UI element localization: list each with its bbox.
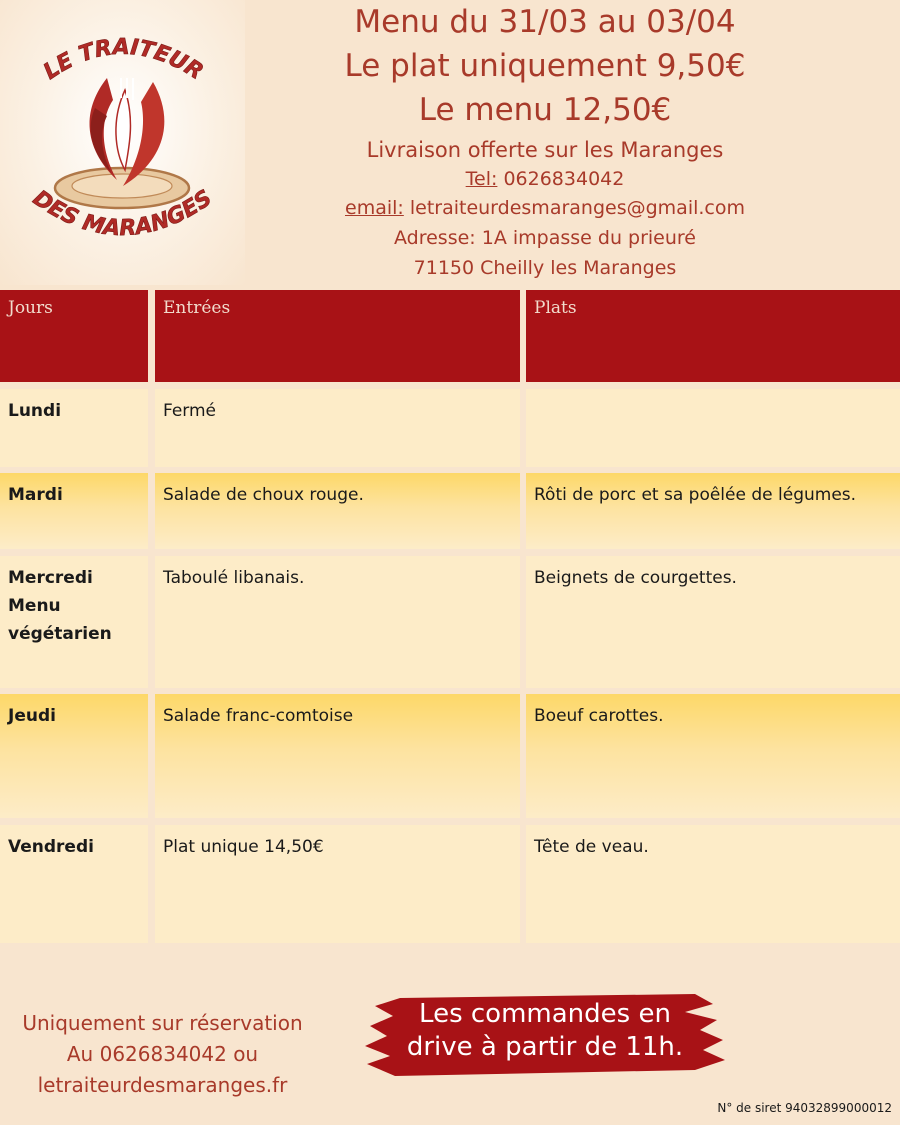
day-cell: Lundi <box>0 389 148 467</box>
header <box>245 0 845 290</box>
email-line <box>245 197 845 219</box>
banner-line-1: Les commandes en <box>419 999 671 1029</box>
header-entrees: Entrées <box>155 290 520 382</box>
entree-cell: Salade franc-comtoise <box>155 694 520 818</box>
day-line: végétarien <box>8 624 112 644</box>
day-cell: Vendredi <box>0 825 148 943</box>
day-cell: Mardi <box>0 473 148 549</box>
plat-cell <box>526 389 900 467</box>
table-row <box>0 825 900 943</box>
reservation-info <box>10 1008 315 1101</box>
city: 71150 Cheilly les Maranges <box>413 257 677 279</box>
siret-number: N° de siret 94032899000012 <box>717 1101 892 1115</box>
table-header-row <box>0 290 900 382</box>
delivery-info: Livraison offerte sur les Maranges <box>366 138 724 162</box>
entree-cell: Plat unique 14,50€ <box>155 825 520 943</box>
day-cell <box>0 556 148 688</box>
menu-price: Le menu 12,50€ <box>418 92 672 128</box>
table-row <box>0 389 900 467</box>
email-label: email: <box>345 197 404 219</box>
traiteur-logo-icon <box>15 20 230 265</box>
address: Adresse: 1A impasse du prieuré <box>394 227 696 249</box>
reservation-phone[interactable]: Au 0626834042 ou <box>66 1042 259 1066</box>
logo <box>0 0 245 285</box>
table-row <box>0 473 900 549</box>
svg-text:DES MARANGES: DES MARANGES <box>28 185 217 242</box>
plat-price: Le plat uniquement 9,50€ <box>344 48 746 84</box>
day-line: Mercredi <box>8 568 93 588</box>
entree-cell: Salade de choux rouge. <box>155 473 520 549</box>
entree-cell: Fermé <box>155 389 520 467</box>
entree-cell: Taboulé libanais. <box>155 556 520 688</box>
plat-cell: Beignets de courgettes. <box>526 556 900 688</box>
plat-cell: Tête de veau. <box>526 825 900 943</box>
plat-cell: Rôti de porc et sa poêlée de légumes. <box>526 473 900 549</box>
phone-line <box>245 168 845 190</box>
menu-title: Menu du 31/03 au 03/04 <box>354 4 736 40</box>
table-row <box>0 694 900 818</box>
header-plats: Plats <box>526 290 900 382</box>
reservation-text: Uniquement sur réservation <box>22 1011 303 1035</box>
tel-value[interactable]: 0626834042 <box>497 168 625 190</box>
tel-label: Tel: <box>465 168 498 190</box>
website-link[interactable]: letraiteurdesmaranges.fr <box>37 1073 288 1097</box>
day-line: Menu <box>8 596 61 616</box>
svg-text:LE TRAITEUR: LE TRAITEUR <box>39 34 208 86</box>
plat-cell: Boeuf carottes. <box>526 694 900 818</box>
banner-line-2: drive à partir de 11h. <box>406 1032 684 1062</box>
drive-banner <box>365 990 725 1080</box>
header-jours: Jours <box>0 290 148 382</box>
day-cell: Jeudi <box>0 694 148 818</box>
table-row <box>0 556 900 688</box>
banner-text <box>365 998 725 1064</box>
email-value[interactable]: letraiteurdesmaranges@gmail.com <box>403 197 745 219</box>
